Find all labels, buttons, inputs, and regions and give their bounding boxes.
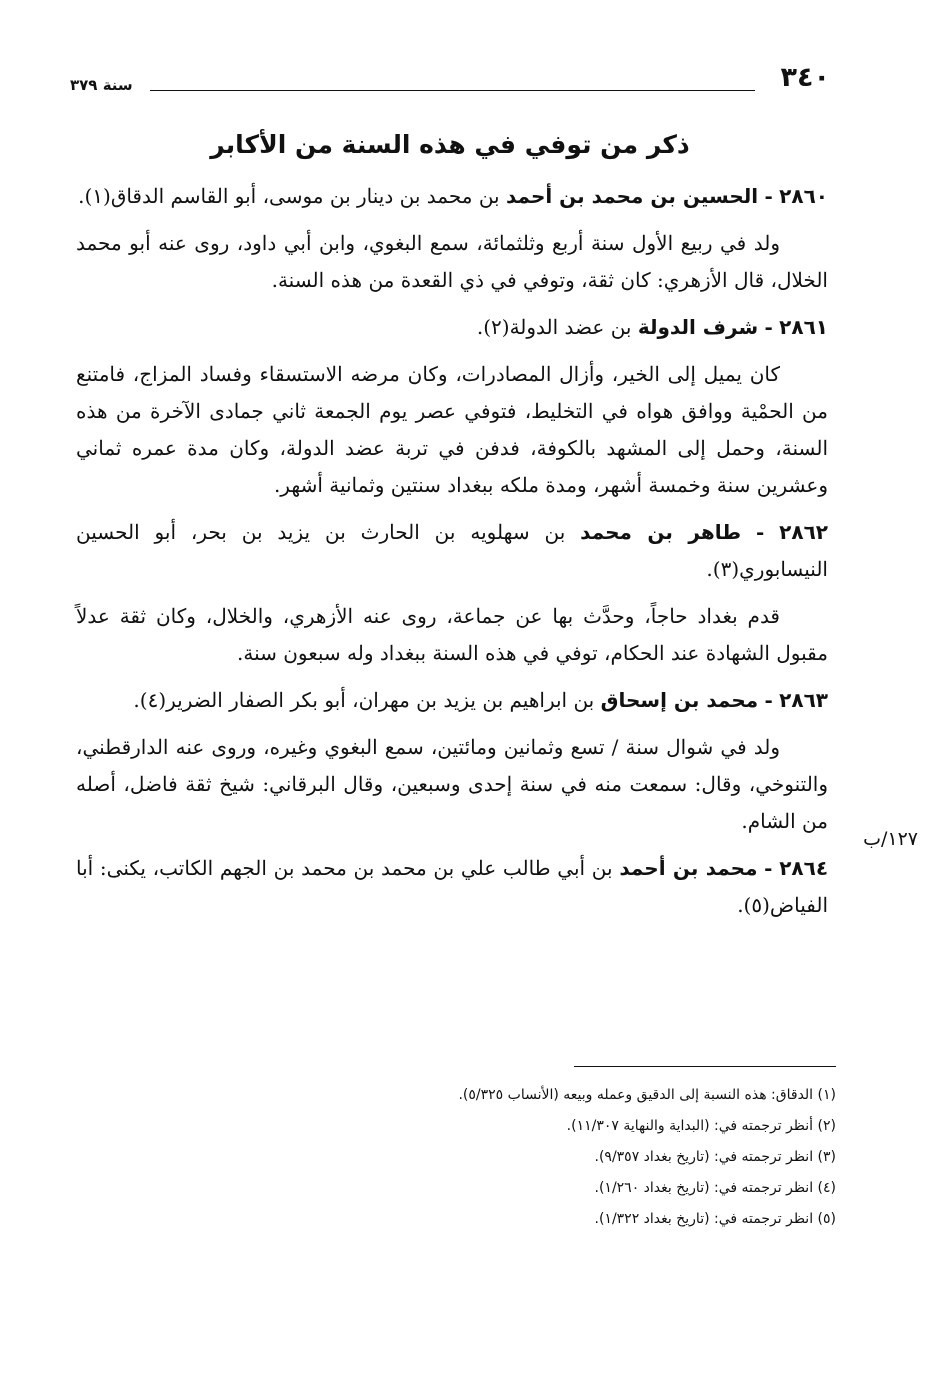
entry-name: محمد بن أحمد (619, 856, 758, 880)
entry-number: ٢٨٦٢ (779, 520, 828, 544)
entry-lineage: بن أبي طالب علي بن محمد بن محمد بن الجهم الكاتب، يكنى: أبا الفياض (76, 856, 828, 917)
entry-name: محمد بن إسحاق (600, 688, 759, 712)
entry-lineage: بن محمد بن دينار بن موسى، أبو القاسم الدقاق (110, 184, 500, 208)
section-title: ذكر من توفي في هذه السنة من الأكابر (210, 130, 690, 159)
footnote: (٤) انظر ترجمته في: (تاريخ بغداد ١/٢٦٠). (594, 1180, 836, 1196)
entry-name: شرف الدولة (637, 315, 759, 339)
footnote: (٥) انظر ترجمته في: (تاريخ بغداد ١/٣٢٢). (594, 1211, 836, 1227)
footnote-rule (574, 1066, 836, 1067)
entry-end: . (706, 557, 713, 581)
entry-number: ٢٨٦١ (779, 315, 828, 339)
entry-number: ٢٨٦٤ (779, 856, 829, 880)
entry-lineage: بن ابراهيم بن يزيد بن مهران، أبو بكر الصفار الضرير (166, 688, 595, 712)
footnote-ref: (١) (84, 184, 111, 208)
entry-heading: ٢٨٦٢ - طاهر بن محمد بن سهلويه بن الحارث بن يزيد بن بحر، أبو الحسين النيسابوري(٣). (76, 520, 828, 581)
entry-end: . (476, 315, 484, 339)
footnote-ref: (٤) (139, 688, 167, 712)
entry-heading: ٢٨٦١ - شرف الدولة بن عضد الدولة(٢). (476, 315, 828, 339)
footnote: (٢) أنظر ترجمته في: (البداية والنهاية ١١/٣٠٧). (566, 1118, 836, 1134)
entry-name: طاهر بن محمد (580, 520, 742, 544)
entry-end: . (78, 184, 85, 208)
entry-heading: ٢٨٦٠ - الحسين بن محمد بن أحمد بن محمد بن دينار بن موسى، أبو القاسم الدقاق(١). (78, 184, 828, 208)
entry-paragraph: قدم بغداد حاجاً، وحدَّث بها عن جماعة، روى عنه الأزهري، والخلال، وكان ثقة عدلاً مقبول الشهادة عند الحكام، توفي في هذه السنة ببغداد وله سبعون سنة. (76, 604, 828, 665)
entry-paragraph: كان يميل إلى الخير، وأزال المصادرات، وكان مرضه الاستسقاء وفساد المزاج، فامتنع من الحمْية ووافق هواه في التخليط، فتوفي عصر يوم الجمعة ثاني جمادى الآخرة من هذه السنة، وحمل إلى المشهد بالكوفة، فدفن في تربة عضد الدولة، وكان مدة عمره ثماني وعشرين سنة وخمسة أشهر، ومدة ملكه ببغداد سنتين وثمانية أشهر. (76, 362, 828, 497)
margin-folio-note: ١٢٧/ب (863, 828, 918, 850)
body-text (76, 178, 828, 934)
entry-heading: ٢٨٦٣ - محمد بن إسحاق بن ابراهيم بن يزيد بن مهران، أبو بكر الصفار الضرير(٤). (133, 688, 828, 712)
page-number: ٣٤٠ (780, 62, 830, 93)
entry-lineage: بن سهلويه بن الحارث بن يزيد بن بحر، أبو الحسين النيسابوري (76, 520, 828, 581)
footnote: (١) الدقاق: هذه النسبة إلى الدقيق وعمله وبيعه (الأنساب ٥/٣٢٥). (458, 1087, 836, 1103)
entry-lineage: بن عضد الدولة (509, 315, 632, 339)
entry-end: . (133, 688, 140, 712)
page-header (70, 62, 830, 98)
entry-number: ٢٨٦٣ (779, 688, 828, 712)
running-head: سنة ٣٧٩ (70, 76, 133, 94)
footnotes (216, 1080, 836, 1235)
entry-name: الحسين بن محمد بن أحمد (505, 184, 759, 208)
header-rule (150, 90, 755, 91)
footnote: (٣) انظر ترجمته في: (تاريخ بغداد ٩/٣٥٧). (594, 1149, 836, 1165)
entry-heading: ٢٨٦٤ - محمد بن أحمد بن أبي طالب علي بن محمد بن محمد بن الجهم الكاتب، يكنى: أبا الفياض(٥). (76, 856, 829, 917)
footnote-ref: (٥) (743, 893, 770, 917)
footnote-ref: (٢) (483, 315, 510, 339)
entry-number: ٢٨٦٠ (779, 184, 828, 208)
entry-paragraph: ولد في شوال سنة / تسع وثمانين ومائتين، سمع البغوي وغيره، وروى عنه الدارقطني، والتنوخي، وقال: سمعت منه في سنة إحدى وسبعين، وقال البرقاني: شيخ ثقة فاضل، أصله من الشام. (76, 735, 828, 833)
entry-paragraph: ولد في ربيع الأول سنة أربع وثلثمائة، سمع البغوي، وابن أبي داود، روى عنه أبو محمد الخلال، قال الأزهري: كان ثقة، وتوفي في ذي القعدة من هذه السنة. (76, 231, 828, 292)
footnote-ref: (٣) (712, 557, 740, 581)
entry-end: . (737, 893, 744, 917)
